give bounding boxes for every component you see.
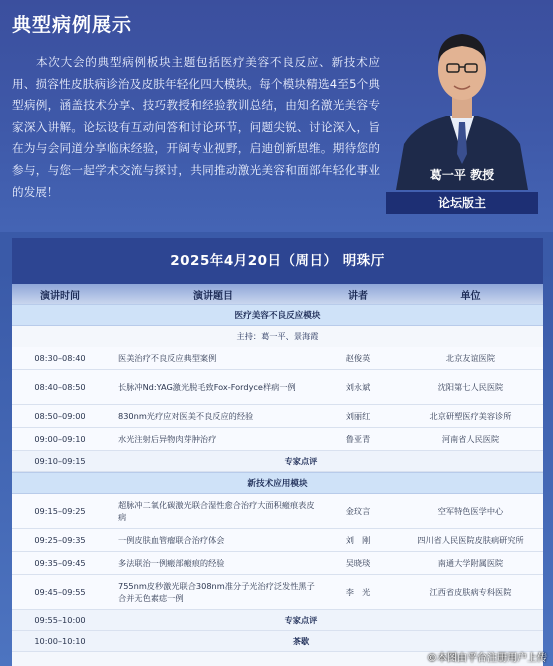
col-time: 演讲时间 (40, 290, 80, 302)
row-topic: 长脉冲Nd:YAG激光脱毛致Fox-Fordyce样病一例 (118, 382, 296, 392)
row-speaker: 赵俊英 (345, 352, 371, 363)
upload-watermark: ©本图由平台注册用户上传 (427, 653, 547, 664)
table-row (12, 405, 543, 428)
row-time: 09:10–09:15 (34, 455, 86, 466)
row-unit: 沈阳第七人民医院 (437, 381, 504, 392)
row-time: 09:15–09:25 (34, 506, 86, 516)
table-row (12, 428, 543, 451)
col-topic: 演讲题目 (193, 290, 233, 302)
row-speaker: 李 光 (345, 586, 371, 597)
col-unit: 单位 (460, 290, 481, 302)
row-unit: 四川省人民医院皮肤病研究所 (417, 534, 524, 545)
row-topic: 755nm皮秒激光联合308nm准分子光治疗泛发性黑子合并无色素痣一例 (118, 581, 315, 603)
row-time: 08:40–08:50 (34, 382, 86, 392)
expert-review-row (12, 610, 543, 631)
speaker-name: 葛一平 教授 (429, 168, 495, 182)
hosts-line: 主持：葛一平、景海霞 (12, 326, 543, 347)
row-topic: 医美治疗不良反应典型案例 (118, 353, 217, 363)
header-banner (0, 0, 553, 232)
row-time: 08:50–09:00 (34, 411, 86, 421)
page-title: 典型病例展示 (12, 14, 133, 36)
schedule-table (12, 238, 543, 666)
row-speaker: 鲁亚青 (345, 433, 371, 444)
table-row (12, 575, 543, 610)
table-row (12, 370, 543, 405)
row-time: 09:25–09:35 (34, 535, 86, 545)
row-topic: 水光注射后异物肉芽肿治疗 (118, 434, 217, 444)
row-topic: 一例皮肤血管瘤联合治疗体会 (118, 535, 225, 545)
row-time: 09:55–10:00 (34, 614, 86, 625)
date-venue-bar: 2025年4月20日（周日） 明珠厅 (12, 238, 543, 284)
table-row (12, 529, 543, 552)
row-time: 09:45–09:55 (34, 587, 86, 597)
row-time: 09:35–09:45 (34, 558, 86, 568)
row-speaker: 刘丽红 (345, 410, 371, 421)
row-speaker: 金玟言 (345, 505, 371, 516)
row-unit: 北京友谊医院 (445, 352, 496, 363)
expert-review-label: 专家点评 (284, 614, 318, 625)
row-unit: 江西省皮肤病专科医院 (429, 586, 512, 597)
section-new-technology: 新技术应用模块 (12, 472, 543, 494)
expert-review-row (12, 451, 543, 472)
row-speaker: 刘永斌 (345, 381, 371, 392)
row-unit: 北京研塑医疗美容诊所 (429, 410, 512, 421)
row-time: 08:30–08:40 (34, 353, 86, 363)
speaker-role-badge: 论坛版主 (386, 192, 538, 214)
row-topic: 830nm光疗应对医美不良反应的经验 (118, 411, 254, 421)
row-time: 09:00–09:10 (34, 434, 86, 444)
row-unit: 空军特色医学中心 (437, 505, 504, 516)
row-unit: 河南省人民医院 (441, 433, 500, 444)
intro-text: 本次大会的典型病例板块主题包括医疗美容不良反应、新技术应用、损容性皮肤病诊治及皮肤年轻化四大模块。每个模块精选4至5个典型病例，涵盖技术分享、技巧教授和经验教训总结，由知名激光美容专家深入讲解。论坛设有互动问答和讨论环节，问题尖锐、讨论深入，旨在为与会同道分享临床经验，开阔专业视野，启迪创新思维。期待您的参与，与您一起学术交流与探讨，共同推动激光美容和面部年轻化事业的发展！ (12, 55, 380, 199)
section-adverse-reactions: 医疗美容不良反应模块 (12, 304, 543, 326)
break-label: 茶歇 (292, 635, 310, 646)
expert-review-label: 专家点评 (284, 455, 318, 466)
row-unit: 南通大学附属医院 (437, 557, 504, 568)
row-topic: 超脉冲二氧化碳激光联合湿性愈合治疗大面积瘢痕表皮病 (118, 500, 315, 522)
row-speaker: 吴晓琰 (345, 557, 371, 568)
table-row (12, 494, 543, 529)
col-speaker: 讲者 (348, 290, 368, 302)
speaker-portrait (386, 4, 538, 190)
row-time: 10:00–10:10 (34, 635, 86, 646)
row-speaker: 刘 刚 (345, 534, 371, 545)
table-row (12, 552, 543, 575)
column-header-row (12, 284, 543, 304)
row-topic: 多法联治一例瘢部瘢痕的经验 (118, 558, 225, 568)
table-row (12, 347, 543, 370)
